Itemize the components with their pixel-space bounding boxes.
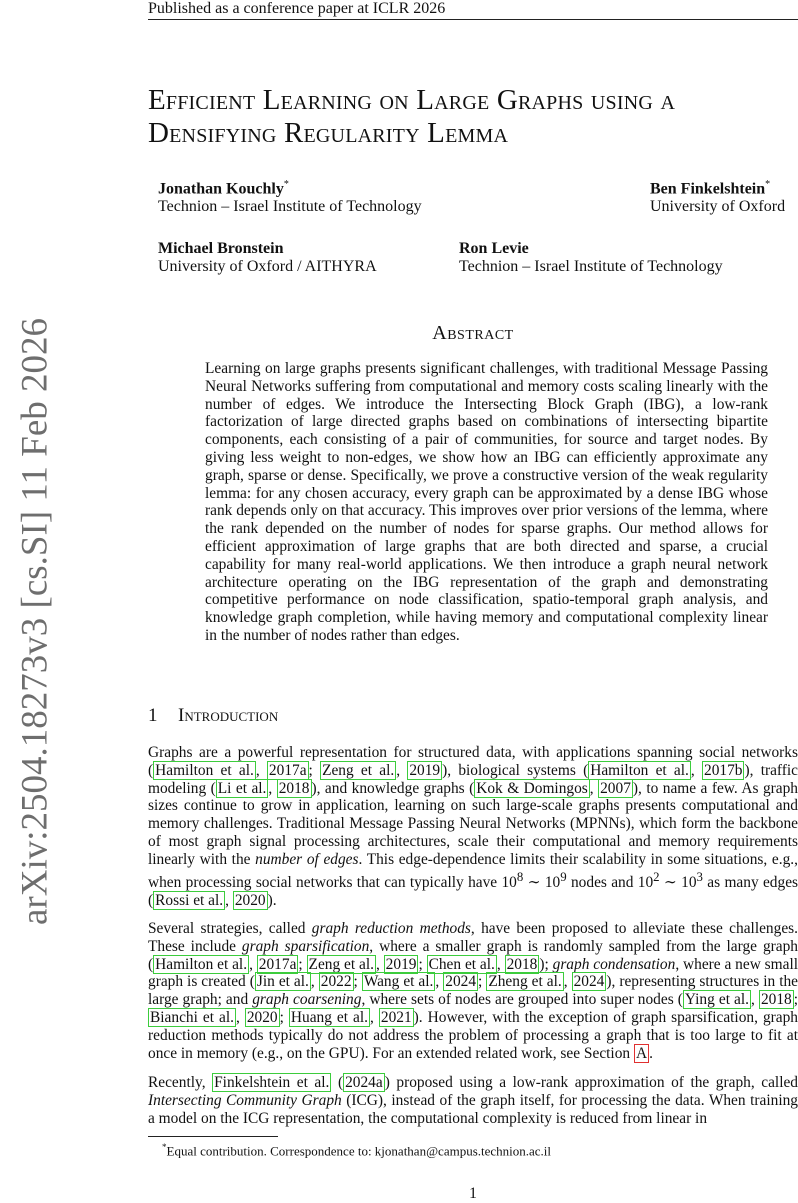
- citation-link[interactable]: Hamilton et al.: [155, 761, 254, 779]
- citation-link[interactable]: Zeng et al.: [308, 955, 374, 973]
- paper-title: [148, 84, 798, 150]
- citation-link[interactable]: Chen et al.: [428, 955, 495, 973]
- abstract-heading: Abstract: [432, 322, 514, 344]
- citation-link[interactable]: 2018: [760, 991, 792, 1009]
- running-header: Published as a conference paper at ICLR 2026: [148, 0, 446, 17]
- citation-link[interactable]: 2007: [600, 779, 631, 797]
- citation-link[interactable]: 2024a: [345, 1074, 383, 1091]
- intro-paragraph-3: Recently, Finkelshtein et al. ( 2024a ) proposed using a low-rank approximation of the graph, called Intersecting Community Graph (ICG), instead of the graph itself, for processing the data. When training a model on the ICG representation, the computational complexity is reduced from linear in: [148, 1074, 798, 1127]
- citation-link[interactable]: Ying et al.: [684, 991, 750, 1009]
- citation-link[interactable]: Rossi et al.: [155, 891, 224, 909]
- citation-link[interactable]: 2017b: [704, 761, 743, 779]
- citation-link[interactable]: 2018: [278, 779, 310, 797]
- citation-link[interactable]: 2019: [385, 955, 417, 973]
- citation-link[interactable]: 2022: [320, 973, 352, 991]
- citation-link[interactable]: 2017a: [268, 761, 307, 779]
- author-name: Ron Levie: [459, 240, 529, 257]
- author-block: [158, 240, 377, 276]
- section-number: 1: [148, 705, 158, 726]
- citation-link[interactable]: Zeng et al.: [322, 761, 395, 779]
- author-block: [650, 176, 785, 216]
- citation-link[interactable]: Kok & Domingos: [476, 779, 588, 797]
- title-line-2: Densifying Regularity Lemma: [148, 117, 509, 149]
- author-affiliation: Technion – Israel Institute of Technology: [158, 198, 422, 216]
- citation-link[interactable]: Huang et al.: [290, 1008, 369, 1026]
- author-name: Jonathan Kouchly*: [158, 179, 289, 198]
- citation-link[interactable]: 2017a: [258, 955, 297, 973]
- abstract-text: Learning on large graphs presents significant challenges, with traditional Message Passing Neural Networks suffering from computational and memory costs scaling linearly with the number of edges. We introduce the Intersecting Block Graph (IBG), a low-rank factorization of large directed graphs based on combinations of intersecting bipartite components, each consisting of a pair of communities, for source and target nodes. By giving less weight to non-edges, we show how an IBG can efficiently approximate any graph, sparse or dense. Specifically, we prove a constructive version of the weak regularity lemma: for any chosen accuracy, every graph can be approximated by a dense IBG whose rank depends only on that accuracy. This improves over prior versions of the lemma, where the rank depended on the number of nodes for sparse graphs. Our method allows for efficient approximation of large graphs that are both directed and sparse, a crucial capability for many real-world applications. We then introduce a graph neural network architecture operating on the IBG representation of the graph and demonstrating competitive performance on node classification, spatio-temporal graph analysis, and knowledge graph completion, while having memory and computational complexity linear in the number of nodes rather than edges.: [205, 360, 768, 644]
- footnote: *Equal contribution. Correspondence to: kjonathan@campus.technion.ac.il: [162, 1142, 552, 1159]
- citation-link[interactable]: Hamilton et al.: [590, 761, 689, 779]
- section-heading: [148, 705, 278, 727]
- author-name: Michael Bronstein: [158, 240, 284, 257]
- citation-link[interactable]: Bianchi et al.: [150, 1008, 234, 1026]
- citation-link[interactable]: 2019: [409, 761, 441, 779]
- author-name: Ben Finkelshtein*: [650, 179, 771, 198]
- citation-link[interactable]: Li et al.: [217, 779, 267, 797]
- citation-link[interactable]: Finkelshtein et al.: [214, 1074, 330, 1091]
- citation-link[interactable]: 2024: [445, 973, 477, 991]
- arxiv-stamp: arXiv:2504.18273v3 [cs.SI] 11 Feb 2026: [14, 318, 56, 926]
- section-title: Introduction: [178, 705, 279, 726]
- author-affiliation: Technion – Israel Institute of Technology: [459, 258, 723, 275]
- author-block: [459, 240, 723, 276]
- author-affiliation: University of Oxford / AITHYRA: [158, 258, 377, 275]
- citation-link[interactable]: 2020: [246, 1008, 278, 1026]
- author-block: [158, 176, 422, 216]
- intro-paragraph-1: Graphs are a powerful representation for structured data, with applications spanning social networks ( Hamilton et al. , 2017a ; Zeng et al. , 2019 ), biological systems ( Hamilton et al. , 2017b ), traffic modeling ( Li et al. , 2018 ), and knowledge graphs ( Kok & Domingos , 2007 ), to name a few. As graph sizes continue to grow in application, learning on such large-scale graphs presents computational and memory challenges. Traditional Message Passing Neural Networks (MPNNs), which form the backbone of most graph signal processing architectures, scale their computational and memory requirements linearly with the number of edges. This edge-dependence limits their scalability in some situations, e.g., when processing social networks that can typically have $10^8$ ∼ $10^9$ nodes and $10^2$ ∼ $10^3$ as many edges ( Rossi et al. , 2020 ).: [148, 744, 798, 909]
- section-reference-link[interactable]: A: [635, 1044, 648, 1062]
- citation-link[interactable]: Zheng et al.: [488, 973, 562, 991]
- title-line-1: Efficient Learning on Large Graphs using a: [148, 84, 676, 116]
- footnote-rule: [148, 1136, 278, 1137]
- citation-link[interactable]: Jin et al.: [256, 973, 309, 991]
- author-affiliation: University of Oxford: [650, 198, 786, 216]
- citation-link[interactable]: 2021: [380, 1008, 412, 1026]
- citation-link[interactable]: 2024: [573, 973, 605, 991]
- citation-link[interactable]: Hamilton et al.: [155, 955, 248, 973]
- citation-link[interactable]: 2018: [506, 955, 538, 973]
- citation-link[interactable]: Wang et al.: [363, 973, 434, 991]
- citation-link[interactable]: 2020: [234, 891, 266, 909]
- page-number: 1: [469, 1185, 477, 1202]
- header-rule: [148, 19, 798, 20]
- intro-paragraph-2: Several strategies, called graph reduction methods, have been proposed to alleviate these challenges. These include graph sparsification, where a smaller graph is randomly sampled from the large graph ( Hamilton et al. , 2017a ; Zeng et al. , 2019 ; Chen et al. , 2018 ); graph condensation, where a new small graph is created ( Jin et al. , 2022 ; Wang et al. , 2024 ; Zheng et al. , 2024 ), representing structures in the large graph; and graph coarsening, where sets of nodes are grouped into super nodes ( Ying et al. , 2018 ; Bianchi et al. , 2020 ; Huang et al. , 2021 ). However, with the exception of graph sparsification, graph reduction methods typically do not address the problem of processing a graph that is too large to fit at once in memory (e.g., on the GPU). For an extended related work, see Section A .: [148, 920, 798, 1062]
